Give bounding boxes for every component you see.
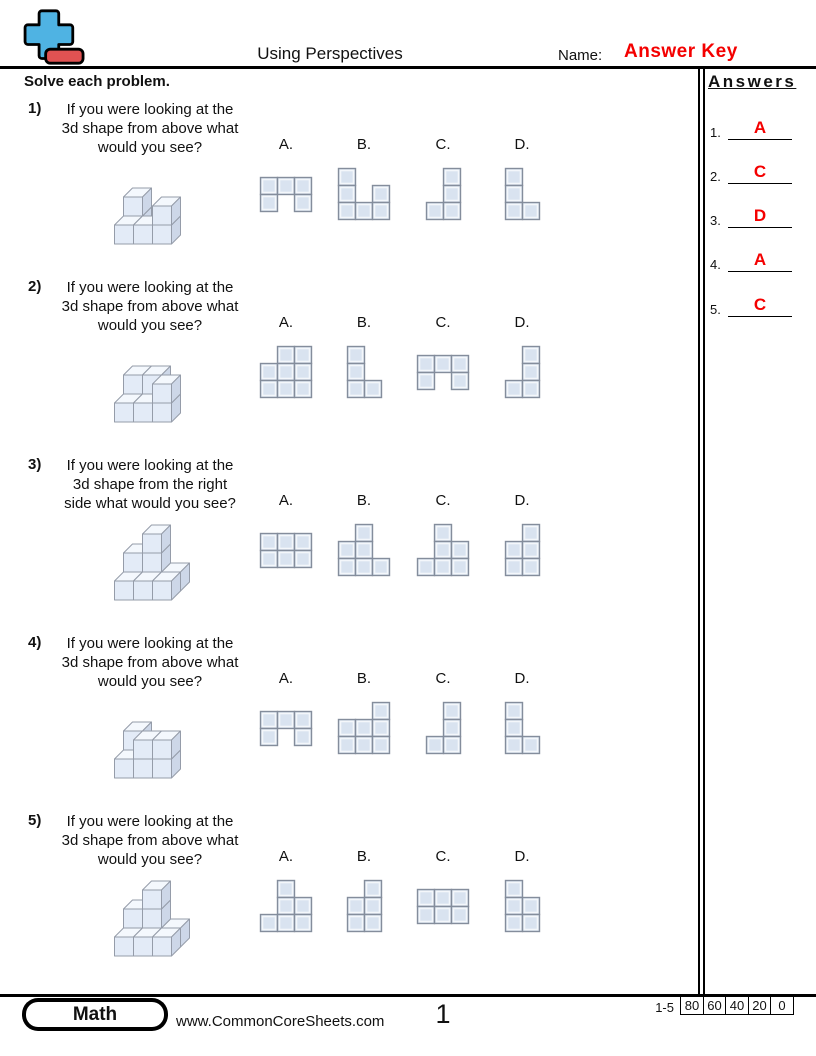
option-label: C. <box>435 314 451 331</box>
answer-blank-line <box>728 271 792 272</box>
question-line: If you were looking at the <box>66 101 234 118</box>
shape-3d-figure <box>104 874 200 958</box>
answer-blank-line <box>728 183 792 184</box>
answers-divider-line-2 <box>703 68 705 995</box>
option-label: B. <box>356 492 372 509</box>
option-label: B. <box>356 670 372 687</box>
score-range-label: 1-5 <box>655 1000 674 1015</box>
option-grid-icon <box>416 888 470 925</box>
option-label: C. <box>435 670 451 687</box>
option-grid-icon <box>425 701 462 755</box>
option-label: B. <box>356 848 372 865</box>
option-grid-icon <box>346 345 383 399</box>
score-cell: 60 <box>703 996 727 1015</box>
problem-4 <box>0 634 700 812</box>
shape-3d-figure <box>104 162 200 246</box>
question-line: 3d shape from above what <box>61 120 239 137</box>
subject-badge-label: Math <box>26 1002 164 1027</box>
answer-number: 2. <box>710 169 721 184</box>
option-label: A. <box>278 492 294 509</box>
question-line: 3d shape from the right <box>72 476 228 493</box>
question-line: If you were looking at the <box>66 813 234 830</box>
option-label: D. <box>514 492 530 509</box>
answer-number: 3. <box>710 213 721 228</box>
problem-2 <box>0 278 700 456</box>
option-label: A. <box>278 314 294 331</box>
answer-number: 4. <box>710 257 721 272</box>
problem-number: 1) <box>28 100 42 117</box>
option-c <box>403 136 483 222</box>
isometric-cubes-icon <box>113 878 191 958</box>
problem-5 <box>0 812 700 990</box>
option-b <box>324 848 404 934</box>
name-label: Name: <box>558 47 603 64</box>
answer-blank-line <box>728 139 792 140</box>
answer-value: C <box>753 295 767 314</box>
option-c <box>403 670 483 756</box>
option-grid-icon <box>259 710 313 747</box>
option-grid-icon <box>504 701 541 755</box>
option-a <box>246 848 326 934</box>
score-cell: 40 <box>725 996 749 1015</box>
option-grid-icon <box>504 345 541 399</box>
isometric-cubes-icon <box>113 700 191 780</box>
option-label: A. <box>278 670 294 687</box>
problem-1 <box>0 100 700 278</box>
option-label: D. <box>514 670 530 687</box>
option-grid-icon <box>504 879 541 933</box>
answer-item-1 <box>706 116 798 140</box>
option-d <box>482 314 562 400</box>
question-line: 3d shape from above what <box>61 654 239 671</box>
answer-value: A <box>753 250 767 269</box>
option-grid-icon <box>337 167 391 221</box>
option-b <box>324 136 404 222</box>
option-grid-icon <box>259 345 313 399</box>
option-grid-icon <box>425 167 462 221</box>
question-line: would you see? <box>97 673 203 690</box>
question-text <box>52 456 248 513</box>
subject-badge <box>22 998 168 1031</box>
shape-3d-figure <box>104 340 200 424</box>
option-b <box>324 314 404 400</box>
option-grid-icon <box>337 523 391 577</box>
header-divider <box>0 66 816 69</box>
shape-3d-figure <box>104 696 200 780</box>
option-c <box>403 848 483 934</box>
option-grid-icon <box>416 523 470 577</box>
option-a <box>246 492 326 578</box>
page-number: 1 <box>435 999 451 1029</box>
question-line: If you were looking at the <box>66 279 234 296</box>
answers-panel-title: Answers <box>708 72 797 91</box>
shape-3d-figure <box>104 518 200 602</box>
question-line: would you see? <box>97 317 203 334</box>
problem-number: 5) <box>28 812 42 829</box>
option-d <box>482 492 562 578</box>
option-grid-icon <box>259 176 313 213</box>
option-grid-icon <box>416 354 470 391</box>
question-line: 3d shape from above what <box>61 298 239 315</box>
isometric-cubes-icon <box>113 166 191 246</box>
option-label: B. <box>356 136 372 153</box>
option-grid-icon <box>504 523 541 577</box>
answer-value: D <box>753 206 767 225</box>
option-a <box>246 670 326 756</box>
option-a <box>246 136 326 222</box>
option-c <box>403 492 483 578</box>
page-title: Using Perspectives <box>257 44 403 63</box>
option-label: A. <box>278 848 294 865</box>
option-c <box>403 314 483 400</box>
score-cell: 80 <box>680 996 704 1015</box>
question-text <box>52 634 248 691</box>
answer-blank-line <box>728 227 792 228</box>
website-text: www.CommonCoreSheets.com <box>176 1013 385 1030</box>
option-grid-icon <box>504 167 541 221</box>
option-label: C. <box>435 492 451 509</box>
answer-item-2 <box>706 160 798 184</box>
problem-number: 3) <box>28 456 42 473</box>
answer-item-5 <box>706 293 798 317</box>
problem-number: 4) <box>28 634 42 651</box>
option-b <box>324 492 404 578</box>
question-line: would you see? <box>97 139 203 156</box>
option-grid-icon <box>346 879 383 933</box>
problem-3 <box>0 456 700 634</box>
question-line: side what would you see? <box>64 495 236 512</box>
answer-number: 1. <box>710 125 721 140</box>
score-cell: 20 <box>748 996 772 1015</box>
option-d <box>482 670 562 756</box>
question-line: 3d shape from above what <box>61 832 239 849</box>
answer-value: C <box>753 162 767 181</box>
problem-number: 2) <box>28 278 42 295</box>
option-label: D. <box>514 136 530 153</box>
option-label: D. <box>514 848 530 865</box>
option-label: A. <box>278 136 294 153</box>
question-text <box>52 812 248 869</box>
option-grid-icon <box>259 879 313 933</box>
isometric-cubes-icon <box>113 522 191 602</box>
question-text <box>52 278 248 335</box>
score-cell: 0 <box>770 996 794 1015</box>
question-line: would you see? <box>97 851 203 868</box>
answer-item-4 <box>706 248 798 272</box>
option-label: C. <box>435 136 451 153</box>
option-label: D. <box>514 314 530 331</box>
option-grid-icon <box>337 701 391 755</box>
option-grid-icon <box>259 532 313 569</box>
option-a <box>246 314 326 400</box>
option-d <box>482 848 562 934</box>
option-label: C. <box>435 848 451 865</box>
instructions-text: Solve each problem. <box>24 73 170 90</box>
option-d <box>482 136 562 222</box>
question-line: If you were looking at the <box>66 635 234 652</box>
answer-blank-line <box>728 316 792 317</box>
option-label: B. <box>356 314 372 331</box>
option-b <box>324 670 404 756</box>
question-text <box>52 100 248 157</box>
question-line: If you were looking at the <box>66 457 234 474</box>
answer-key-value: Answer Key <box>624 41 738 62</box>
answer-number: 5. <box>710 302 721 317</box>
answer-item-3 <box>706 204 798 228</box>
score-table <box>680 996 794 1015</box>
answer-value: A <box>753 118 767 137</box>
isometric-cubes-icon <box>113 344 191 424</box>
